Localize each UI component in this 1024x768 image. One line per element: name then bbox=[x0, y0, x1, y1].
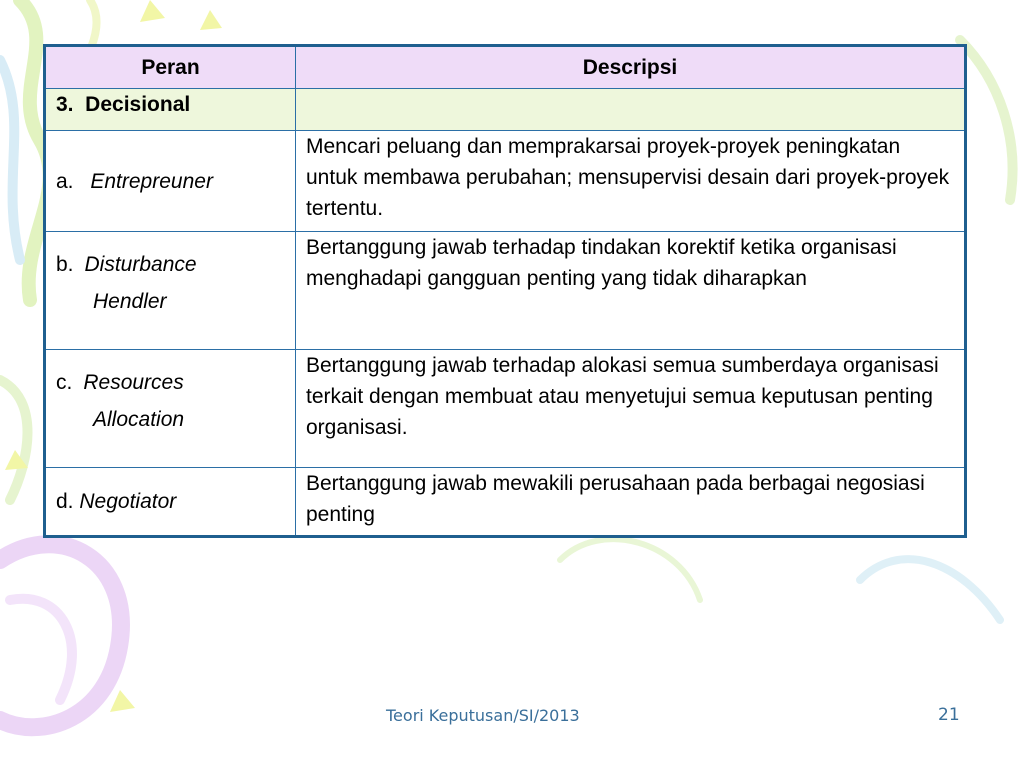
role-name-line2: Allocation bbox=[93, 408, 185, 431]
role-description: Mencari peluang dan memprakarsai proyek-proyek peningkatan untuk membawa perubahan; mensupervisi desain dari proyek-proyek tertentu. bbox=[296, 131, 966, 232]
role-name-line2: Hendler bbox=[93, 290, 167, 313]
role-description: Bertanggung jawab terhadap tindakan korektif ketika organisasi menghadapi gangguan penting yang tidak diharapkan bbox=[296, 232, 966, 350]
table-row bbox=[45, 468, 966, 537]
role-name: Entrepreuner bbox=[90, 169, 213, 193]
role-name: Negotiator bbox=[79, 490, 177, 513]
role-letter: d. bbox=[56, 490, 74, 513]
table-header-row bbox=[45, 46, 966, 89]
page-number: 21 bbox=[938, 705, 960, 725]
header-descripsi: Descripsi bbox=[296, 46, 966, 89]
section-label: 3. Decisional bbox=[45, 89, 296, 131]
footer-text: Teori Keputusan/SI/2013 bbox=[386, 706, 580, 725]
table-row bbox=[45, 350, 966, 468]
role-letter: c. bbox=[56, 371, 73, 394]
table-row bbox=[45, 131, 966, 232]
section-row-decisional bbox=[45, 89, 966, 131]
role-letter: b. bbox=[56, 253, 74, 276]
role-description: Bertanggung jawab mewakili perusahaan pada berbagai negosiasi penting bbox=[296, 468, 966, 537]
role-letter: a. bbox=[56, 169, 74, 193]
role-cell bbox=[45, 232, 296, 350]
role-cell bbox=[45, 131, 296, 232]
role-name: Resources bbox=[83, 371, 184, 394]
roles-table bbox=[43, 44, 967, 538]
role-name: Disturbance bbox=[84, 253, 197, 276]
role-description: Bertanggung jawab terhadap alokasi semua sumberdaya organisasi terkait dengan membuat atau menyetujui semua keputusan penting organisasi. bbox=[296, 350, 966, 468]
section-empty-cell bbox=[296, 89, 966, 131]
role-cell bbox=[45, 350, 296, 468]
table-row bbox=[45, 232, 966, 350]
role-cell bbox=[45, 468, 296, 537]
header-peran: Peran bbox=[45, 46, 296, 89]
